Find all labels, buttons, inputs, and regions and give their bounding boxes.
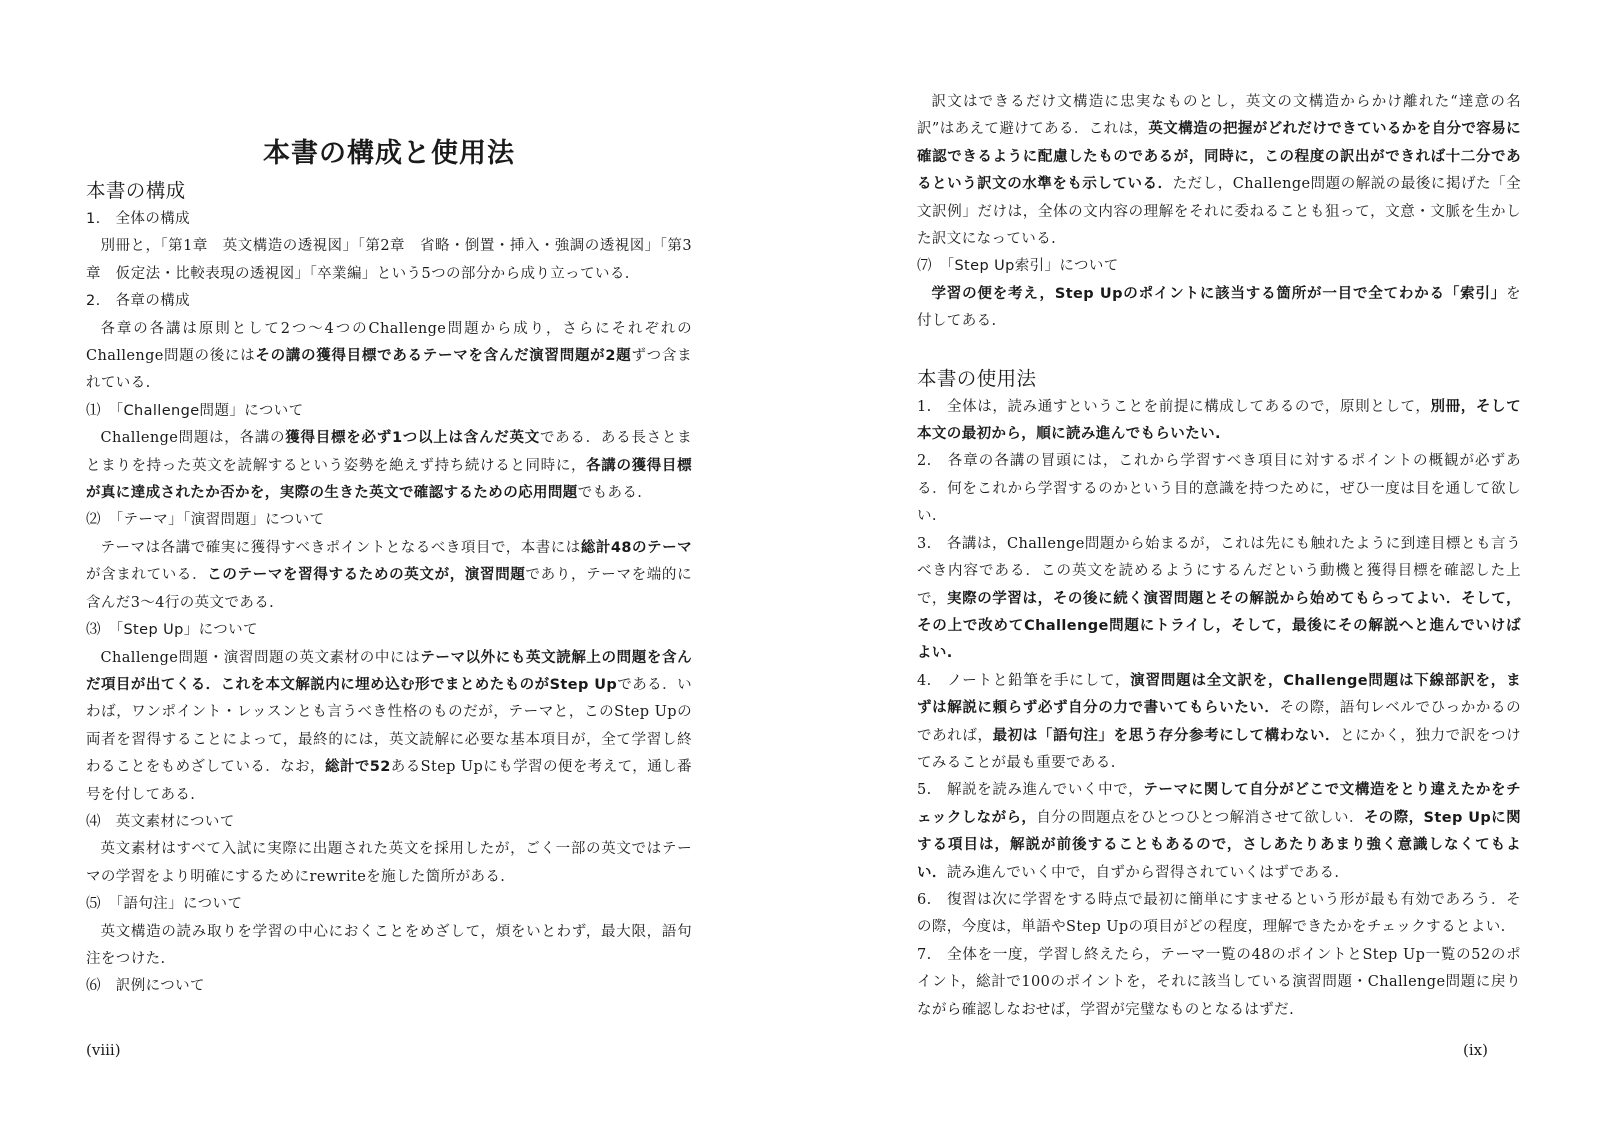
subsection-heading-chapters: 2. 各章の構成: [86, 293, 191, 310]
usage-item-2: 2. 各章の各講の冒頭には，これから学習すべき項目に対するポイントの概観が必ずある．何をこれから学習するのかという目的意識を持つために，ぜひ一度は目を通して欲しい.: [917, 453, 1521, 525]
item-heading-theme: ⑵ 「テーマ」「演習問題」について: [86, 512, 325, 529]
paragraph-stepup: Challenge問題・演習問題の英文素材の中にはテーマ以外にも英文読解上の問題を含んだ項目が出てくる．これを本文解説内に埋め込む形でまとめたものがStep Upである．いわば，ワンポイント・レッスンとも言うべき性格のものだが，テーマと，このStep Upの両者を習得することによって，最終的には，英文読解に必要な基本項目が，全て学習し終わることをもめざしている．なお，総計で52あるStep Upにも学習の便を考えて，通し番号を付してある.: [86, 649, 692, 803]
item-heading-notes: ⑸ 「語句注」について: [86, 896, 243, 913]
paragraph-theme: テーマは各講で確実に獲得すべきポイントとなるべき項目で，本書には総計48のテーマが含まれている．このテーマを習得するための英文が，演習問題であり，テーマを端的に含んだ3～4行の英文である.: [86, 539, 692, 611]
usage-item-6: 6. 復習は次に学習をする時点で最初に簡単にすませるという形が最も有効であろう．その際，今度は，単語やStep Upの項目がどの程度，理解できたかをチェックするとよい.: [917, 891, 1521, 936]
usage-item-5: 5. 解説を読み進んでいく中で，テーマに関して自分がどこで文構造をとり違えたかをチェックしながら，自分の問題点をひとつひとつ解消させて欲しい．その際，Step Upに関する項目は，解説が前後することもあるので，さしあたりあまり強く意識しなくてもよい．読み進んでいく中で，自ずから習得されていくはずである.: [917, 782, 1521, 881]
section-heading-usage: 本書の使用法: [917, 366, 1037, 390]
paragraph-challenge: Challenge問題は，各講の獲得目標を必ず1つ以上は含んだ英文である．ある長さとまとまりを持った英文を読解するという姿勢を絶えず持ち続けると同時に，各講の獲得目標が真に達成されたか否かを，実際の生きた英文で確認するための応用問題でもある.: [86, 430, 692, 502]
left-column: [86, 136, 692, 1001]
paragraph-material: 英文素材はすべて入試に実際に出題された英文を採用したが，ごく一部の英文ではテーマの学習をより明確にするためにrewriteを施した箇所がある.: [86, 841, 692, 885]
page-number-right: (ix): [1463, 1041, 1488, 1059]
usage-item-7: 7. 全体を一度，学習し終えたら，テーマ一覧の48のポイントとStep Up一覧の52のポイント，総計で100のポイントを，それに該当している演習問題・Challenge問題に戻りながら確認しなおせば，学習が完璧なものとなるはずだ.: [917, 946, 1521, 1018]
item-heading-translation: ⑹ 訳例について: [86, 978, 205, 995]
usage-item-3: 3. 各講は，Challenge問題から始まるが，これは先にも触れたように到達目標とも言うべき内容である．この英文を読めるようにするんだという動機と獲得目標を確認した上で，実際の学習は，その後に続く演習問題とその解説から始めてもらってよい．そして，その上で改めてChallenge問題にトライし，そして，最後にその解説へと進んでいけばよい.: [917, 535, 1521, 662]
paragraph-overall: 別冊と，「第1章 英文構造の透視図」「第2章 省略・倒置・挿入・強調の透視図」「第3章 仮定法・比較表現の透視図」「卒業編」という5つの部分から成り立っている.: [86, 238, 692, 282]
subsection-heading-overall: 1. 全体の構成: [86, 211, 191, 227]
item-heading-material: ⑷ 英文素材について: [86, 813, 235, 830]
section-heading-structure: 本書の構成: [86, 179, 186, 202]
item-heading-index: ⑺ 「Step Up索引」について: [917, 258, 1119, 275]
right-column: [917, 89, 1521, 1024]
right-page: [800, 0, 1600, 1135]
item-heading-challenge: ⑴ 「Challenge問題」について: [86, 402, 304, 419]
item-heading-stepup: ⑶ 「Step Up」について: [86, 622, 258, 639]
page-title: 本書の構成と使用法: [263, 138, 515, 169]
usage-item-1: 1. 全体は，読み通すということを前提に構成してあるので，原則として，別冊，そして本文の最初から，順に読み進んでもらいたい.: [917, 398, 1521, 443]
paragraph-chapters: 各章の各講は原則として2つ～4つのChallenge問題から成り，さらにそれぞれのChallenge問題の後にはその講の獲得目標であるテーマを含んだ演習問題が2題ずつ含まれている.: [86, 320, 692, 392]
paragraph-index: 学習の便を考え，Step Upのポイントに該当する箇所が一目で全てわかる「索引」を付してある.: [917, 285, 1521, 330]
paragraph-translation: 訳文はできるだけ文構造に忠実なものとし，英文の文構造からかけ離れた“達意の名訳”はあえて避けてある．これは，英文構造の把握がどれだけできているかを自分で容易に確認できるように配慮したものであるが，同時に，この程度の訳出ができれば十二分であるという訳文の水準をも示している．ただし，Challenge問題の解説の最後に掲げた「全文訳例」だけは，全体の文内容の理解をそれに委ねることも狙って，文意・文脈を生かした訳文になっている.: [917, 94, 1522, 248]
paragraph-notes: 英文構造の読み取りを学習の中心におくことをめざして，煩をいとわず，最大限，語句注をつけた.: [86, 923, 692, 967]
page-number-left: (viii): [86, 1041, 121, 1059]
usage-item-4: 4. ノートと鉛筆を手にして，演習問題は全文訳を，Challenge問題は下線部訳を，まずは解説に頼らず必ず自分の力で書いてもらいたい．その際，語句レベルでひっかかるのであれば，最初は「語句注」を思う存分参考にして構わない．とにかく，独力で訳をつけてみることが最も重要である.: [917, 672, 1522, 771]
